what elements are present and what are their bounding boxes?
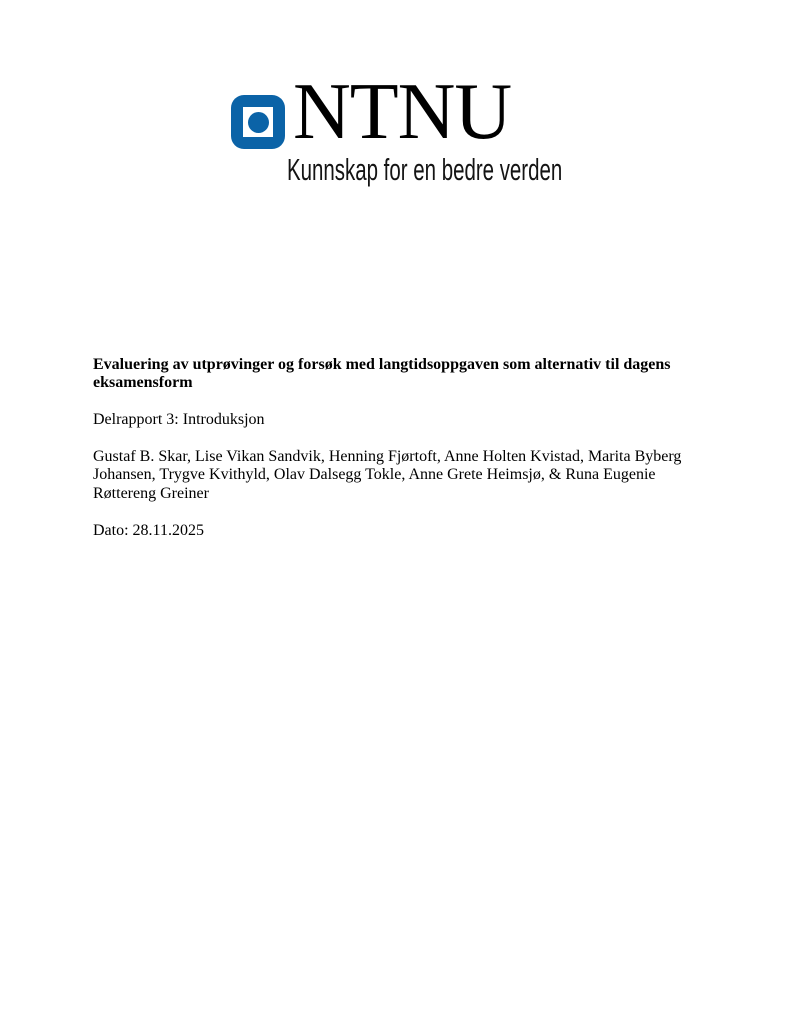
author-list-line-1: Gustaf B. Skar, Lise Vikan Sandvik, Henning Fjørtoft, Anne Holten Kvistad, Marita Byberg [93,448,682,465]
paragraph-spacer [93,503,733,521]
report-title-line-2: eksamensform [93,374,193,392]
ntnu-emblem-square [243,107,273,137]
report-date: Dato: 28.11.2025 [93,521,204,539]
author-list [93,448,733,503]
paragraph-spacer [93,430,733,448]
report-title [93,356,733,393]
author-list-line-3: Røttereng Greiner [93,484,209,502]
ntnu-emblem-icon [231,95,285,149]
paragraph-spacer [93,393,733,411]
ntnu-emblem-circle [248,112,269,133]
report-title-line-1: Evaluering av utprøvinger og forsøk med langtidsoppgaven som alternativ til dagens [93,356,671,373]
ntnu-wordmark: NTNU [293,68,512,156]
author-list-line-2: Johansen, Trygve Kvithyld, Olav Dalsegg Tokle, Anne Grete Heimsjø, & Runa Eugenie [93,466,656,484]
report-subtitle: Delrapport 3: Introduksjon [93,411,265,429]
title-page-text [93,356,733,540]
ntnu-tagline: Kunnskap for en bedre verden [287,152,563,187]
